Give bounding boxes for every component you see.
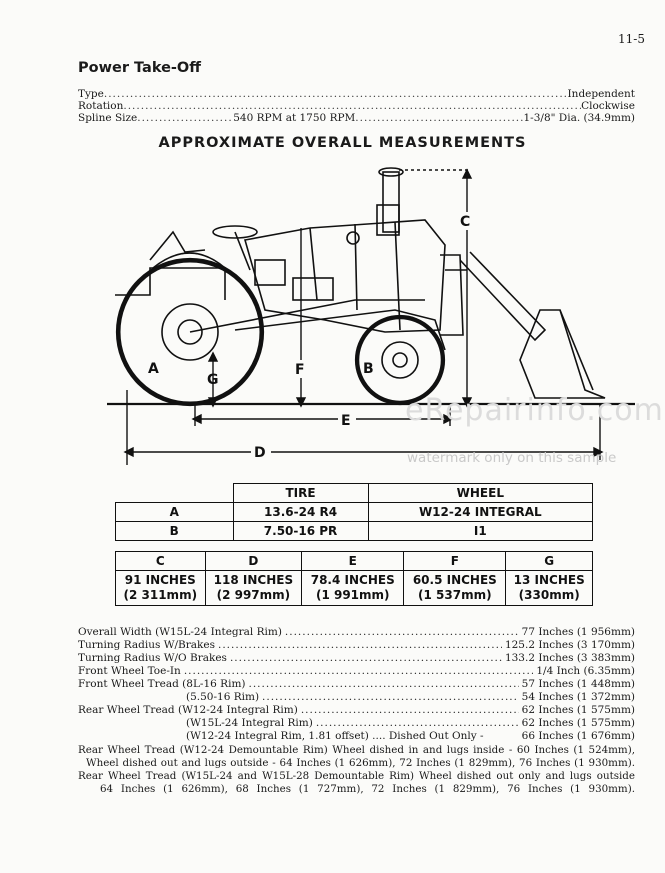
cell-line: (2 997mm) [216, 588, 291, 602]
cell-line: 91 INCHES [124, 573, 196, 587]
measurement-row [186, 691, 635, 704]
measurement-label: (W12-24 Integral Rim, 1.81 offset) .... Dished Out Only - [186, 730, 484, 742]
spacer [484, 730, 522, 743]
measurement-row [78, 678, 635, 691]
table-cell: I1 [368, 522, 592, 541]
spec-value: Independent [567, 88, 635, 100]
leader-dots [301, 704, 519, 717]
bucket [520, 310, 605, 398]
measurement-label: Rear Wheel Tread (W12-24 Integral Rim) [78, 704, 298, 716]
cell-line: (1 991mm) [315, 588, 390, 602]
measurement-value: 77 Inches (1 956mm) [521, 626, 635, 638]
measurement-row [186, 730, 635, 743]
label-a: A [148, 361, 159, 377]
table-cell [506, 571, 593, 606]
cell-line: 78.4 INCHES [310, 573, 395, 587]
pto-spline-row [78, 112, 635, 124]
spec-label: Type [78, 88, 104, 100]
table-header: WHEEL [368, 484, 592, 503]
paragraph-line: 64 Inches (1 626mm), 68 Inches (1 727mm), 72 Inches (1 829mm), 76 Inches (1 930mm). [100, 783, 635, 795]
cell-line: (330mm) [518, 588, 580, 602]
leader-dots [184, 665, 534, 678]
table-cell: A [116, 503, 234, 522]
paragraph-line: Wheel dished out and lugs outside - 64 Inches (1 626mm), 72 Inches (1 829mm), 76 Inches (1 930mm). [86, 757, 635, 769]
page-number: 11-5 [618, 32, 645, 46]
measurement-row [78, 639, 635, 652]
spline-rpm: 540 RPM at 1750 RPM [233, 112, 356, 124]
leader-dots [249, 678, 519, 691]
cell-line: (1 537mm) [418, 588, 492, 602]
table-header: C [116, 552, 206, 571]
label-f: F [295, 362, 305, 378]
table-cell: B [116, 522, 234, 541]
cell-line: 60.5 INCHES [412, 573, 497, 587]
label-d: D [254, 445, 266, 461]
measurement-row [78, 626, 635, 639]
table-header: F [404, 552, 506, 571]
table-header: D [205, 552, 302, 571]
measurement-label: Turning Radius W/Brakes [78, 639, 215, 651]
measurement-row [78, 652, 635, 665]
label-c: C [460, 214, 471, 230]
pto-type-row [78, 88, 635, 100]
table-row [116, 503, 593, 522]
table-cell [116, 571, 206, 606]
table-cell: W12-24 INTEGRAL [368, 503, 592, 522]
leader-dots [262, 691, 519, 704]
leader-dots [218, 639, 502, 652]
measurement-value: 54 Inches (1 372mm) [521, 691, 635, 703]
measurement-label: Front Wheel Toe-In [78, 665, 181, 677]
cell-line: (2 311mm) [123, 588, 198, 602]
table-cell [404, 571, 506, 606]
leader-dots [137, 112, 233, 124]
table-cell: 13.6-24 R4 [233, 503, 368, 522]
leader-dots [285, 626, 519, 639]
dimension-table [115, 551, 593, 606]
leader-dots [355, 112, 523, 124]
table-cell [205, 571, 302, 606]
watermark: eRepairinfo.com [405, 393, 664, 428]
measurement-row [78, 665, 635, 678]
table-header-row [116, 552, 593, 571]
leader-dots [104, 88, 568, 100]
leader-dots [230, 652, 502, 665]
leader-dots [316, 717, 519, 730]
table-row [116, 522, 593, 541]
table-header-row [116, 484, 593, 503]
measurement-label: Overall Width (W15L-24 Integral Rim) [78, 626, 282, 638]
table-header: TIRE [233, 484, 368, 503]
tire-table [115, 483, 593, 541]
pto-rotation-row [78, 100, 635, 112]
cell-line: 118 INCHES [213, 573, 294, 587]
paragraph-line: Rear Wheel Tread (W15L-24 and W15L-28 Demountable Rim) Wheel dished out only and lugs outside [78, 770, 635, 782]
table-cell: 7.50-16 PR [233, 522, 368, 541]
measurement-value: 133.2 Inches (3 383mm) [504, 652, 635, 664]
label-g: G [207, 372, 219, 388]
table-corner [116, 484, 234, 503]
spec-value: 1-3/8" Dia. (34.9mm) [523, 112, 635, 124]
section-title: Power Take-Off [78, 60, 202, 76]
paragraph-line: Rear Wheel Tread (W12-24 Demountable Rim) Wheel dished in and lugs inside - 60 Inches (1 524mm), [78, 744, 635, 756]
table-cell [302, 571, 404, 606]
spec-label: Rotation [78, 100, 124, 112]
cell-line: 13 INCHES [513, 573, 585, 587]
measurement-row [78, 704, 635, 717]
label-e: E [341, 413, 351, 429]
label-b: B [363, 361, 374, 377]
spec-label: Spline Size [78, 112, 138, 124]
measurement-label: (5.50-16 Rim) [186, 691, 260, 703]
measurement-label: Turning Radius W/O Brakes [78, 652, 227, 664]
table-row [116, 571, 593, 606]
measurement-row [186, 717, 635, 730]
measurement-value: 66 Inches (1 676mm) [521, 730, 635, 742]
measurement-value: 62 Inches (1 575mm) [521, 717, 635, 729]
measurement-value: 1/4 Inch (6.35mm) [536, 665, 635, 677]
table-header: G [506, 552, 593, 571]
measurement-label: Front Wheel Tread (8L-16 Rim) [78, 678, 246, 690]
front-hub [382, 342, 418, 378]
table-header: E [302, 552, 404, 571]
leader-dots [123, 100, 581, 112]
measurements-title: APPROXIMATE OVERALL MEASUREMENTS [158, 135, 527, 151]
watermark-subtext: watermark only on this sample [407, 450, 617, 466]
measurement-value: 57 Inches (1 448mm) [521, 678, 635, 690]
measurement-value: 62 Inches (1 575mm) [521, 704, 635, 716]
measurement-value: 125.2 Inches (3 170mm) [504, 639, 635, 651]
seat [150, 232, 205, 260]
measurement-label: (W15L-24 Integral Rim) [186, 717, 313, 729]
spec-value: Clockwise [581, 100, 635, 112]
